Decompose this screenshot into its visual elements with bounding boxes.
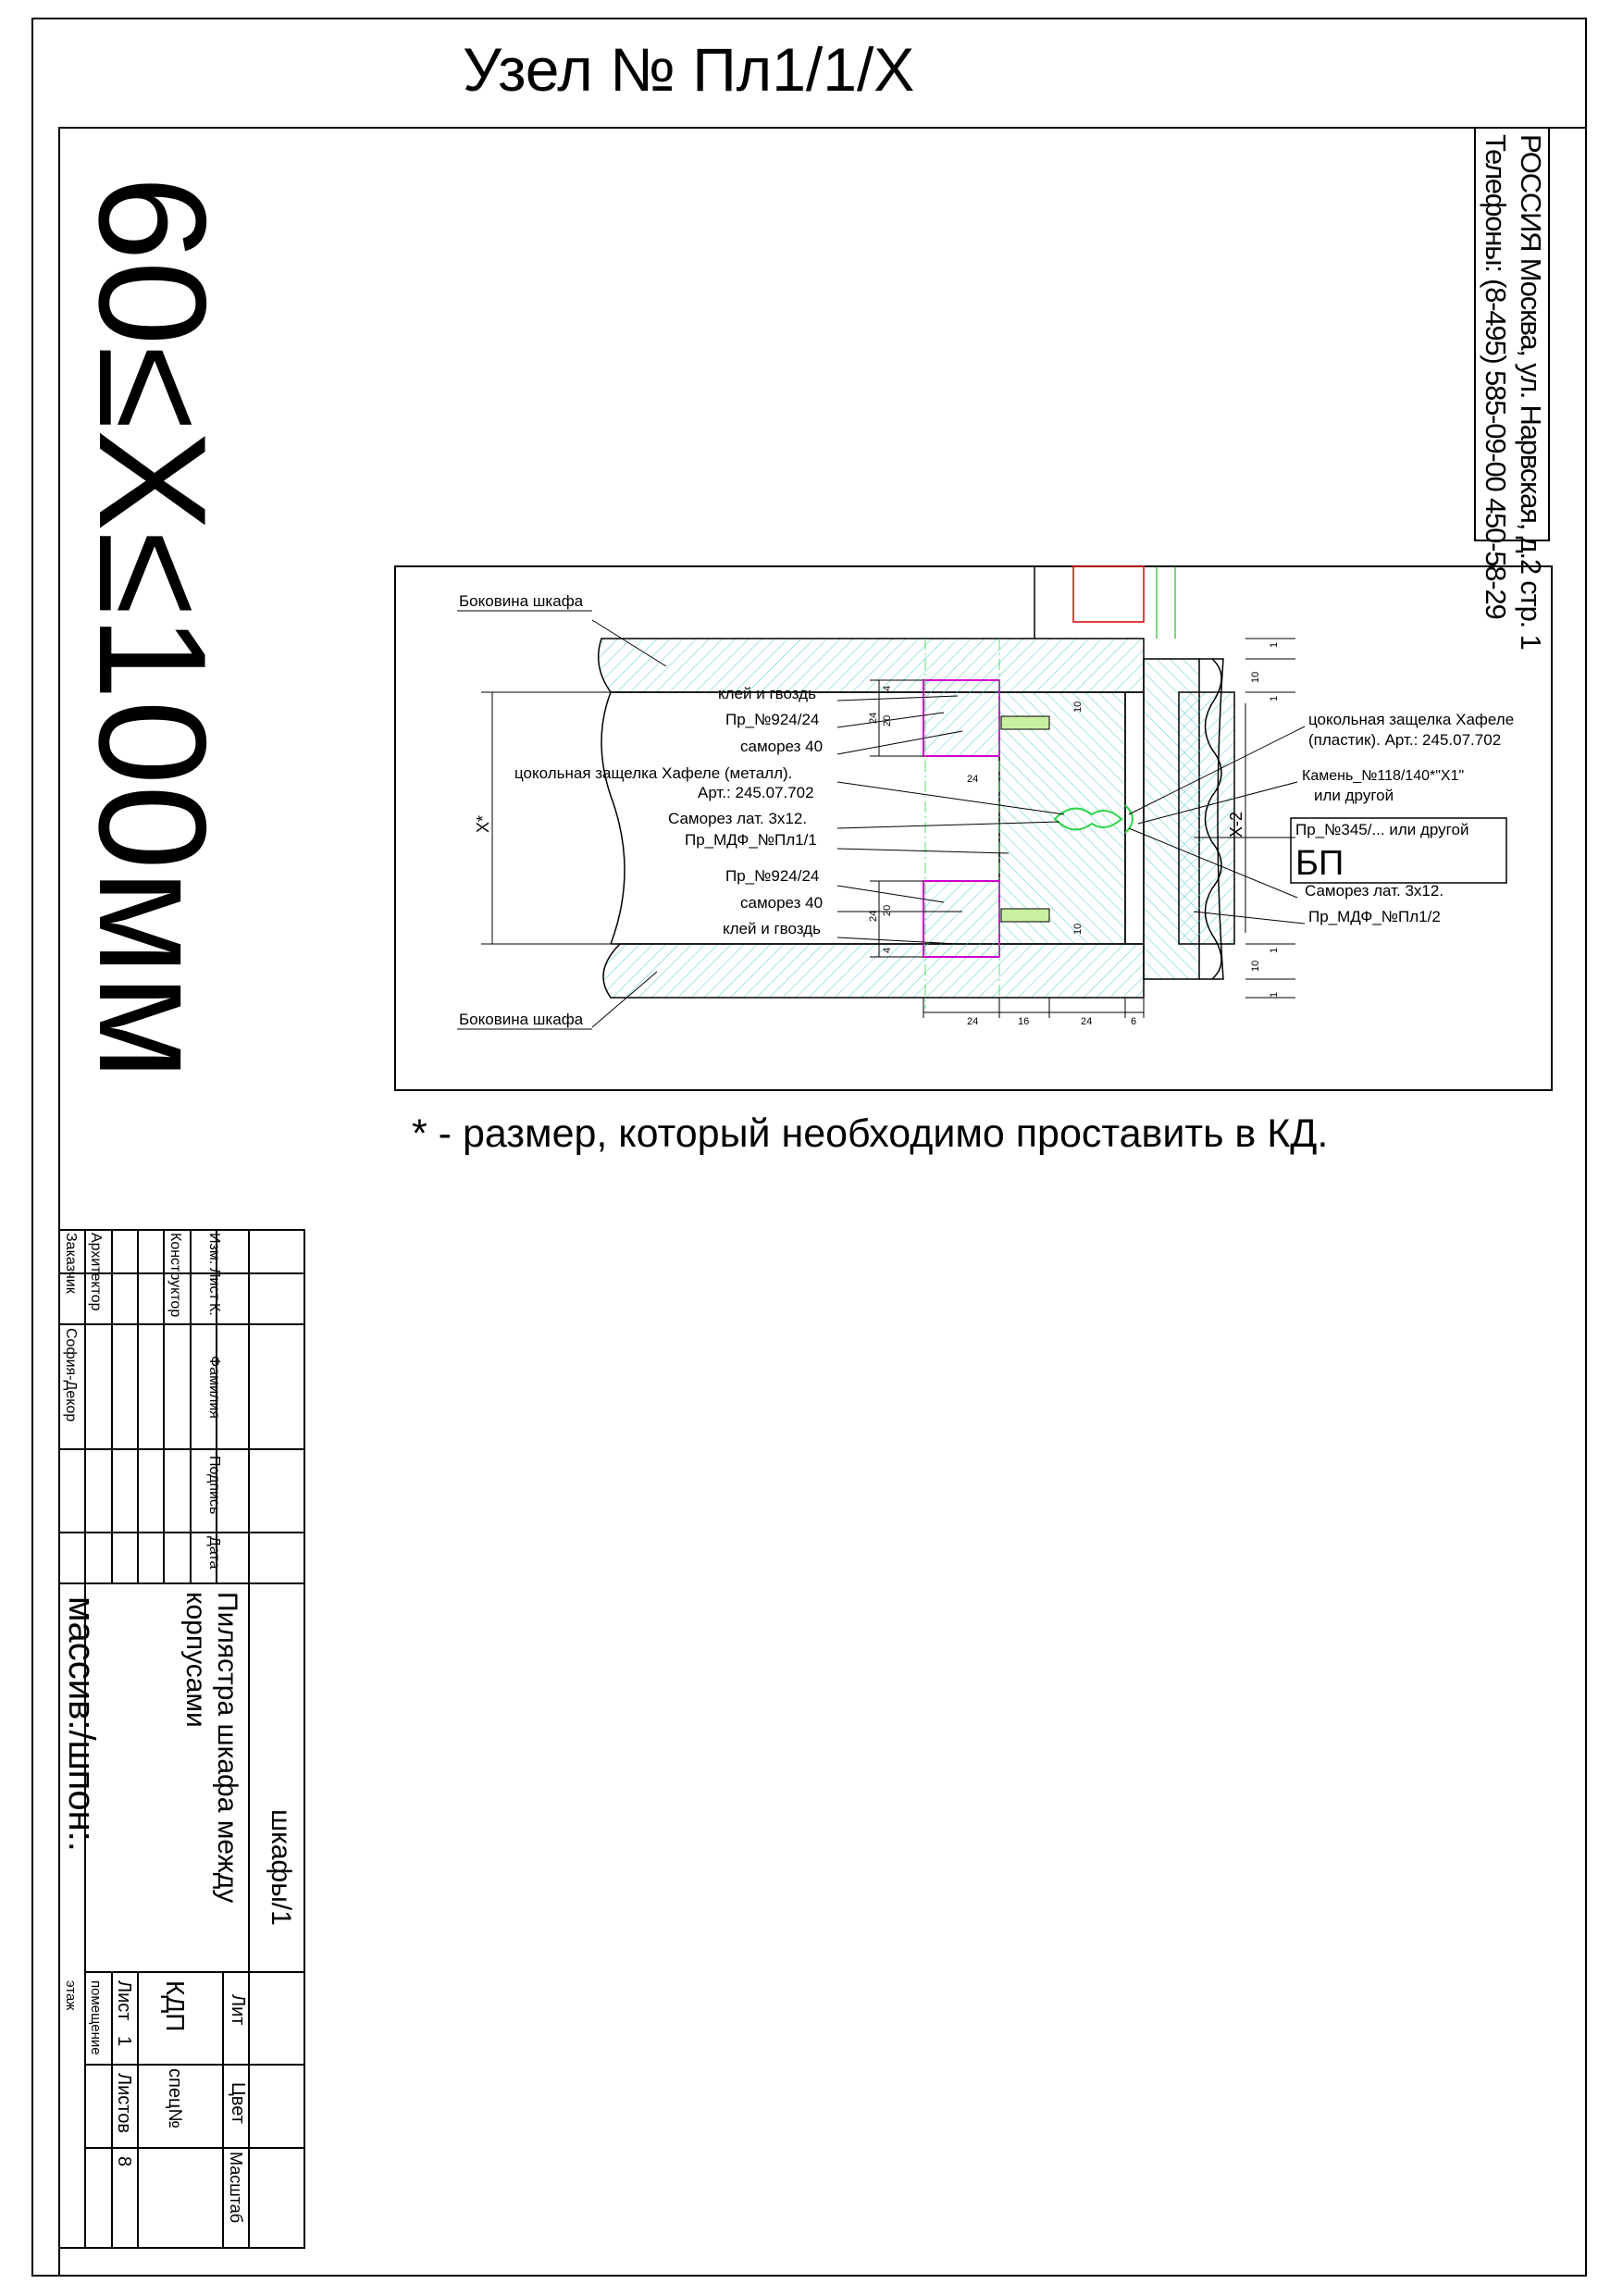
- dim-right-1c: 1: [1269, 947, 1280, 953]
- tb-lit: Лит: [228, 1994, 248, 2026]
- tb-sheet-num: 1: [114, 2036, 134, 2047]
- dim-24a: 24: [868, 712, 879, 724]
- dim-24b: 24: [868, 910, 879, 922]
- dim-bottom-6: 6: [1131, 1016, 1137, 1027]
- label-glue-bottom: клей и гвоздь: [723, 920, 821, 937]
- dim-bottom-24b: 24: [1081, 1016, 1093, 1027]
- tb-masshtab: Масштаб: [227, 2152, 245, 2224]
- tb-room: помещение: [88, 1980, 104, 2055]
- label-latch-plastic: цокольная защелка Хафеле: [1308, 711, 1515, 728]
- label-screw40-bottom: саморез 40: [740, 894, 824, 912]
- dim-20b: 20: [882, 904, 893, 916]
- tb-architect: Архитектор: [88, 1233, 104, 1311]
- label-or-other: или другой: [1314, 787, 1394, 804]
- dim-right-10b: 10: [1250, 960, 1261, 972]
- label-screw-lat-right: Саморез лат. 3х12.: [1305, 882, 1444, 900]
- tb-col-list: Лист: [206, 1268, 222, 1300]
- label-pr-mdf-1: Пр_МДФ_№Пл1/1: [685, 831, 817, 849]
- address-line1: РОССИЯ Москва, ул. Нарвская, д.2 стр. 1: [1515, 134, 1547, 650]
- address-line2: Телефоны: (8-495) 585-09-00 450-58-29: [1480, 134, 1512, 619]
- label-screw-lat-left: Саморез лат. 3х12.: [668, 810, 808, 827]
- tb-col-data: Дата: [206, 1536, 222, 1570]
- tb-col-familiya: Фамилия: [206, 1356, 222, 1419]
- tb-spec: спец№: [165, 2068, 185, 2128]
- dimension-note: * - размер, который необходимо проставить в КД.: [412, 1111, 1329, 1156]
- label-x-star: X*: [474, 814, 492, 833]
- dim-24-mid: 24: [967, 774, 979, 785]
- tb-sheets-label: Листов: [114, 2073, 134, 2133]
- dim-4a: 4: [882, 685, 893, 691]
- dim-right-1b: 1: [1269, 695, 1280, 701]
- label-pr-mdf-2: Пр_МДФ_№Пл1/2: [1308, 908, 1441, 925]
- label-pr345: Пр_№345/... или другой: [1295, 821, 1469, 838]
- tb-col-izm: Изм.: [206, 1233, 222, 1265]
- dim-bottom-24: 24: [967, 1016, 979, 1027]
- tb-customer-name: София-Декор: [63, 1328, 79, 1422]
- tb-floor: этаж: [63, 1980, 79, 2011]
- tb-tsvet: Цвет: [228, 2082, 248, 2124]
- tb-customer: Заказчик: [63, 1233, 79, 1294]
- label-bp: БП: [1295, 844, 1344, 883]
- label-side-top: Боковина шкафа: [459, 592, 584, 610]
- label-latch-plastic-art: (пластик). Арт.: 245.07.702: [1308, 731, 1502, 749]
- tb-designer: Конструктор: [167, 1233, 183, 1318]
- tb-category: шкафы/1: [266, 1809, 296, 1926]
- range-label: 60≤X≤100мм: [68, 176, 238, 1080]
- label-screw40-top: саморез 40: [740, 738, 824, 755]
- tb-col-podpis: Подпись: [206, 1456, 222, 1515]
- label-stone: Камень_№118/140*"X1": [1302, 768, 1465, 784]
- label-side-bottom: Боковина шкафа: [459, 1011, 584, 1028]
- dim-right-1d: 1: [1269, 991, 1280, 998]
- tb-material: массив:/шпон:.: [61, 1596, 102, 1852]
- label-glue-top: клей и гвоздь: [718, 685, 816, 702]
- tb-col-k: К.: [206, 1303, 222, 1316]
- label-latch-metal-art: Арт.: 245.07.702: [698, 784, 814, 801]
- tb-sheets-total: 8: [114, 2156, 134, 2167]
- tb-kdp: КДП: [161, 1980, 190, 2032]
- label-pr924-bottom: Пр_№924/24: [725, 867, 820, 885]
- dim-right-10a: 10: [1250, 671, 1261, 683]
- label-x-minus-2: X-2: [1227, 811, 1245, 838]
- dim-right-1a: 1: [1269, 641, 1280, 648]
- dim-10a: 10: [1072, 701, 1084, 713]
- dim-4b: 4: [882, 947, 893, 953]
- dim-bottom-16: 16: [1018, 1016, 1030, 1027]
- tb-product-title: Пилястра шкафа между корпусами: [180, 1592, 242, 1904]
- label-latch-metal: цокольная защелка Хафеле (металл).: [514, 764, 793, 782]
- dim-20a: 20: [882, 714, 893, 726]
- tb-sheet-label: Лист: [114, 1980, 134, 2021]
- label-pr924-top: Пр_№924/24: [725, 711, 820, 728]
- dim-10b: 10: [1072, 923, 1084, 935]
- node-title: Узел № Пл1/1/Х: [463, 35, 915, 104]
